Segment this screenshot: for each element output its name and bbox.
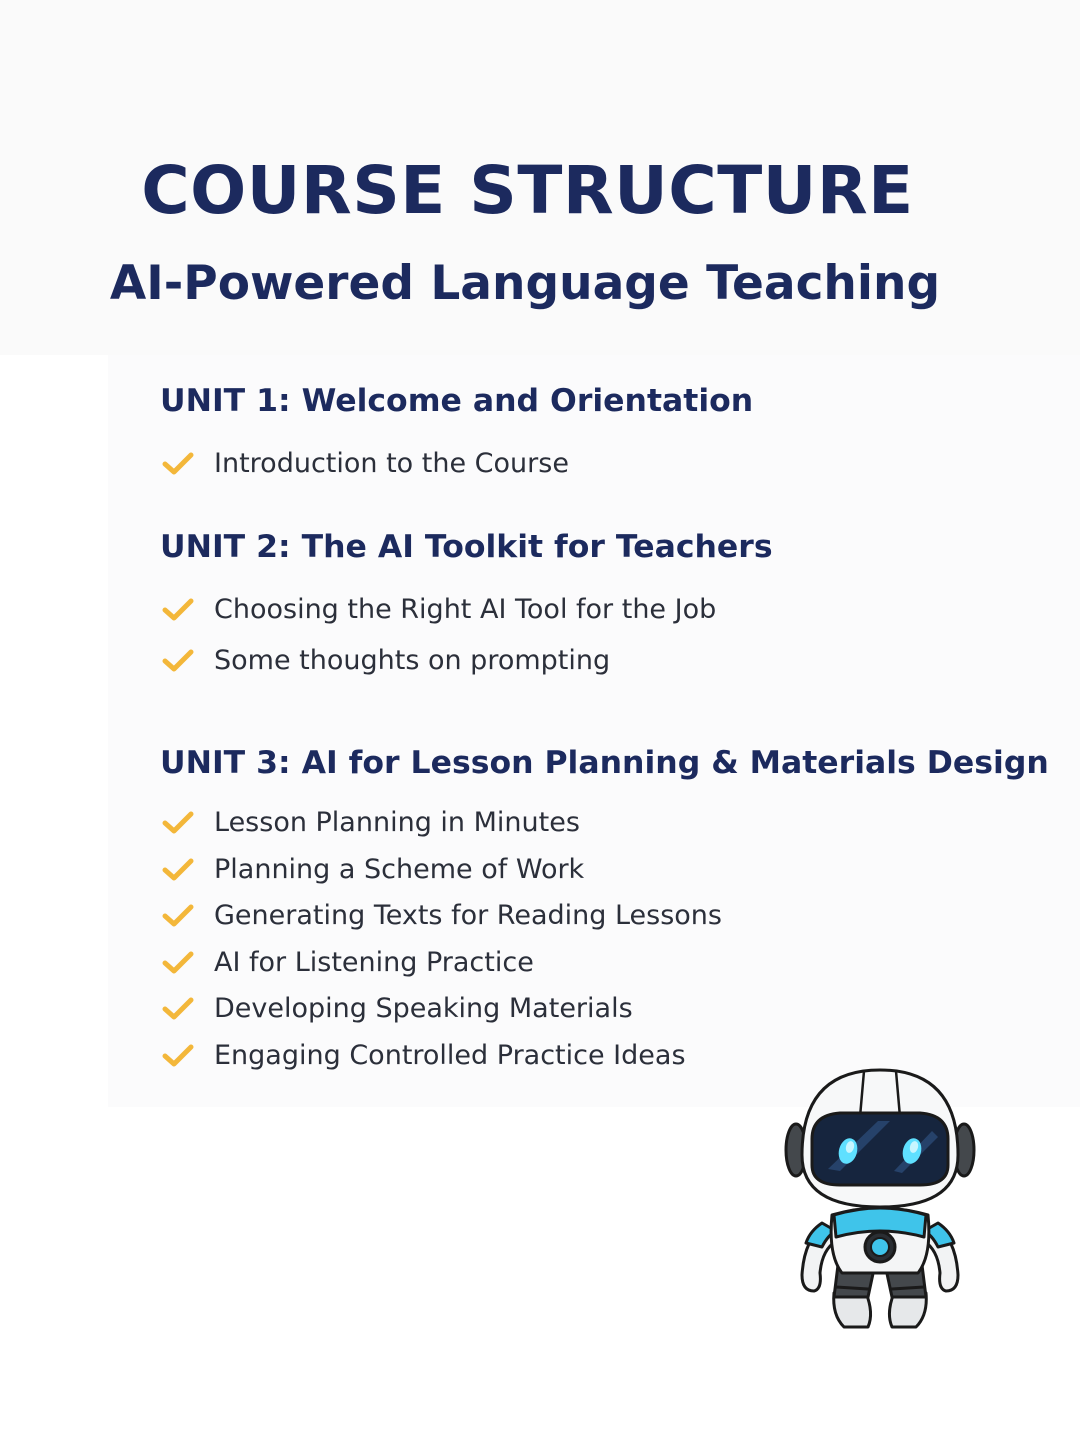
unit-heading: UNIT 2: The AI Toolkit for Teachers <box>160 529 773 565</box>
list-item-label: Developing Speaking Materials <box>214 993 633 1024</box>
check-icon <box>162 1044 194 1068</box>
list-item <box>160 986 1070 1033</box>
list-item-label: Some thoughts on prompting <box>214 645 611 676</box>
unit-1 <box>160 378 1070 486</box>
list-item <box>160 584 1070 635</box>
list-item-label: Lesson Planning in Minutes <box>214 807 580 838</box>
list-item-label: Generating Texts for Reading Lessons <box>214 900 722 931</box>
check-icon <box>162 904 194 928</box>
list-item <box>160 800 1070 847</box>
check-icon <box>162 452 194 476</box>
check-icon <box>162 858 194 882</box>
list-item-label: Engaging Controlled Practice Ideas <box>214 1039 686 1071</box>
unit-2 <box>160 524 1070 686</box>
list-item-label: Introduction to the Course <box>214 448 569 479</box>
page-title: COURSE STRUCTURE <box>141 152 914 229</box>
check-icon <box>162 951 194 975</box>
unit-items <box>160 800 1070 1079</box>
check-icon <box>162 649 194 673</box>
robot-mascot-icon <box>782 1065 978 1335</box>
list-item <box>160 635 1070 686</box>
list-item <box>160 893 1070 940</box>
unit-items <box>160 584 1070 686</box>
unit-3 <box>160 740 1070 1079</box>
list-item <box>160 442 1070 486</box>
check-icon <box>162 997 194 1021</box>
check-icon <box>162 811 194 835</box>
list-item <box>160 940 1070 987</box>
unit-heading: UNIT 3: AI for Lesson Planning & Materials Design <box>160 745 1049 781</box>
page-subtitle: AI-Powered Language Teaching <box>109 256 941 311</box>
list-item <box>160 847 1070 894</box>
unit-heading: UNIT 1: Welcome and Orientation <box>160 383 754 419</box>
unit-list-container <box>160 378 1070 1079</box>
list-item-label: AI for Listening Practice <box>214 946 534 978</box>
unit-items <box>160 442 1070 486</box>
check-icon <box>162 598 194 622</box>
list-item-label: Choosing the Right AI Tool for the Job <box>214 594 717 625</box>
list-item-label: Planning a Scheme of Work <box>214 853 585 885</box>
